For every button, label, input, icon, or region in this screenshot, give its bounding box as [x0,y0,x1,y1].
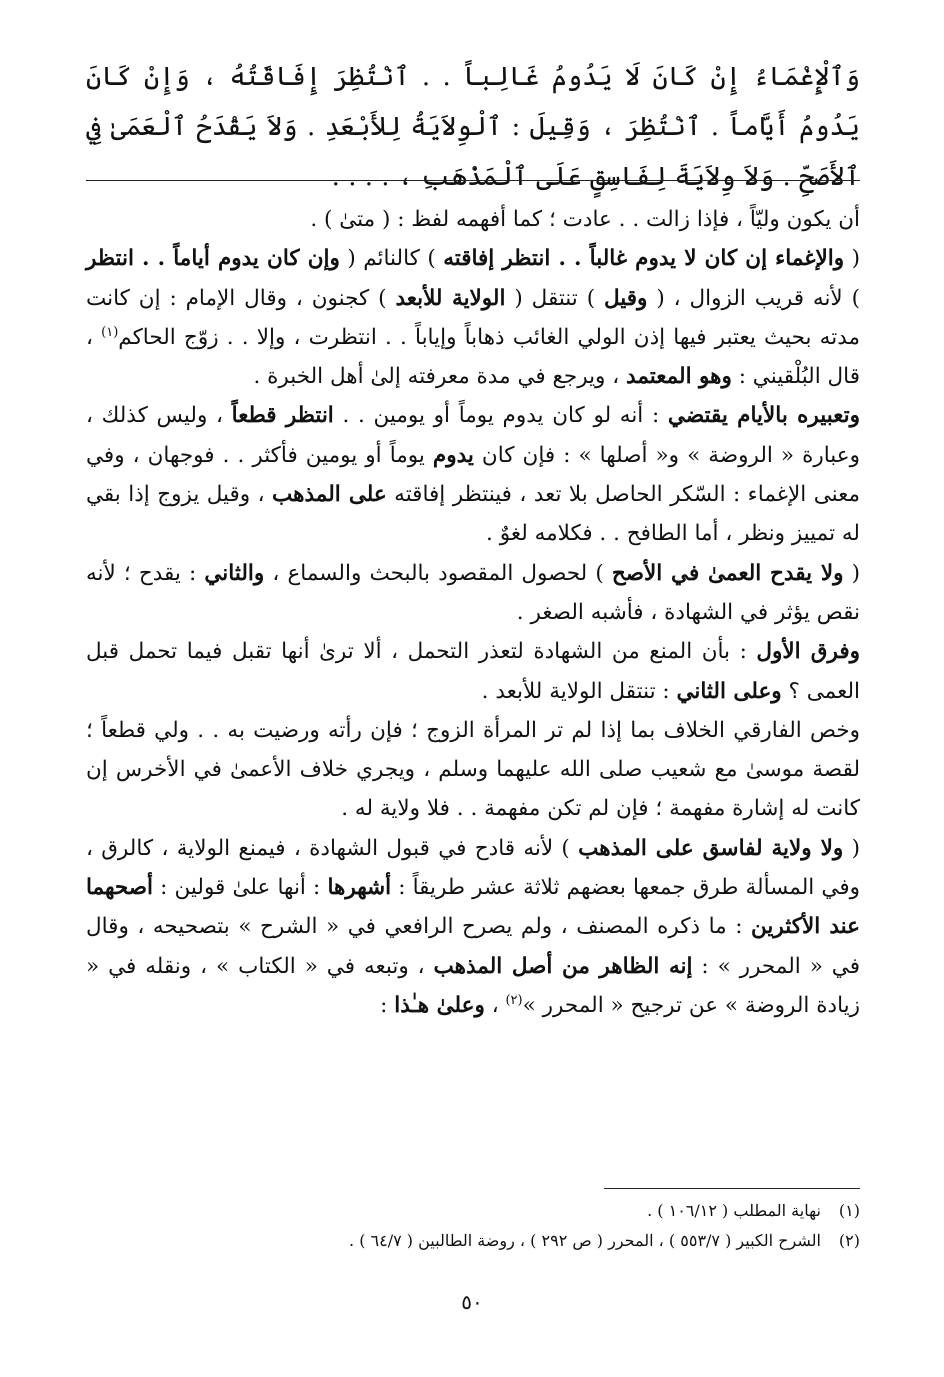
commentary-paragraph [86,632,860,711]
bold-phrase: الولاية للأبعد [395,285,506,311]
text-run: ، وتبعه في « الكتاب » ، ونقله في « زيادة الروضة » عن ترجيح « المحرر » [86,953,860,1018]
bold-phrase: وقيل [604,285,648,311]
text-run: : أنها علىٰ قولين : [153,875,328,901]
bold-phrase: على المذهب [272,482,387,508]
footnote-1 [86,1196,860,1226]
footnote-text: الشرح الكبير ( ٥٥٣/٧ ) ، المحرر ( ص ٢٩٢ ) ، روضة الطالبين ( ٦٤/٧ ) . [349,1231,821,1250]
commentary-paragraph [86,554,860,633]
text-run: ) لأنه قريب الزوال ، ( [647,285,860,311]
bold-phrase: انتظر قطعاً [231,403,334,429]
commentary-paragraph [86,200,860,239]
matn-separator-line [86,180,860,181]
bold-phrase: أشهرها [327,875,392,901]
text-run: ) تنتقل ( [505,285,604,311]
text-run: ) لحصول المقصود بالبحث والسماع ، [264,560,612,586]
text-run: : يقدح ؛ لأنه نقص يؤثر في الشهادة ، فأشبه الصغر . [86,560,860,625]
bold-phrase: وعلىٰ هـٰذا [394,992,485,1018]
commentary-text [86,200,860,1025]
text-run: ( [843,560,860,586]
text-run: ، وقيل يزوج إذا بقي له تمييز ونظر ، أما الطافح . . فكلامه لغوٌ . [86,482,860,547]
commentary-paragraph [86,829,860,1025]
commentary-paragraph [86,711,860,829]
bold-phrase: ولا ولاية لفاسق على المذهب [578,835,844,861]
bold-phrase: وفرق الأول [756,639,860,665]
bold-phrase: وعلى الثاني [676,678,782,704]
footnote-separator-line [604,1188,860,1189]
footnote-text: نهاية المطلب ( ١٠٦/١٢ ) . [647,1201,821,1220]
footnote-number: (١) [838,1201,860,1220]
text-run: : ما ذكره المصنف ، ولم يصرح الرافعي في « الشرح » بتصحيحه ، وقال في « المحرر » : [86,914,861,979]
text-run: ، ويرجع في مدة معرفته إلىٰ أهل الخبرة . [253,364,627,390]
footnote-number: (٢) [838,1231,860,1250]
text-run: : [380,992,395,1018]
text-run: ، قال البُلْقيني : [86,324,860,390]
footnote-2 [86,1226,860,1256]
bold-phrase: وإن كان يدوم أياماً . . انتظر [86,246,340,272]
text-run: ، [484,992,506,1018]
text-run: أن يكون وليّاً ، فإذا زالت . . عادت ؛ كما أفهمه لفظ : ( متىٰ ) . [310,207,860,232]
bold-phrase: والثاني [204,560,265,586]
text-run: : بأن المنع من الشهادة لتعذر التحمل ، ألا ترىٰ أنها تقبل فيما تحمل قبل العمى ؟ [86,639,860,704]
commentary-paragraph [86,396,860,553]
text-run: وخص الفارقي الخلاف بما إذا لم تر المرأة الزوج ؛ فإن رأته ورضيت به . . ولي قطعاً ؛ لقصة موسىٰ مع شعيب صلى الله عليهما وسلم ، ويجري خلاف الأعمىٰ في الأخرس إن كانت له إشارة مفهمة ؛ فإن لم تكن مفهمة . . فلا ولاية له . [86,717,860,822]
bold-phrase: أصحهما عند الأكثرين [86,875,860,940]
bold-phrase: وهو المعتمد [626,364,732,390]
text-run: يوماً أو يومين فأكثر . . فوجهان ، وفي معنى الإغماء : السّكر الحاصل بلا تعد ، فينتظر إفاقته [86,442,861,508]
bold-phrase: والإغماء إن كان لا يدوم غالباً . . انتظر إفاقته [443,246,845,272]
footnote-ref: (١) [101,324,119,340]
text-run: ) لأنه قادح في قبول الشهادة ، فيمنع الولاية ، كالرق ، وفي المسألة طرق جمعها بعضهم ثلاثة عشر طريقاً : [86,835,860,901]
page-number: ٥٠ [461,1290,483,1314]
bold-phrase: ولا يقدح العمىٰ في الأصح [611,560,844,586]
bold-phrase: يدوم [432,442,474,468]
text-run: ( [843,835,860,861]
text-run: ، وليس كذلك ، وعبارة « الروضة » و« أصلها » : فإن كان [86,403,860,468]
footnote-ref: (٢) [505,992,523,1008]
text-run: : تنتقل الولاية للأبعد . [481,678,677,704]
text-run: ) كالنائم ( [339,246,444,272]
text-run: : أنه لو كان يدوم يوماً أو يومين . . [333,403,668,429]
commentary-paragraph [86,239,860,396]
matn-paragraph: وَٱلْإِغْمَاءُ إِنْ كَانَ لَا يَدُومُ غَالِباً . . ٱنْتُظِرَ إِفَاقَتُهُ ، وَإِنْ كَانَ يَدُومُ أَيَّاماً . ٱنْتُظِرَ ، وَقِيلَ : ٱلْوِلاَيَةُ لِلأَبْعَدِ . وَلاَ يَقْدَحُ ٱلْعَمَىٰ فِي ٱلأَصَحِّ . وَلاَ وِلاَيَةَ لِفَاسِقٍ عَلَى ٱلْمَذْهَبِ ، . . . . [86,62,860,192]
bold-phrase: وتعبيره بالأيام يقتضي [667,403,860,429]
text-run: ( [844,246,860,272]
footnotes [86,1196,860,1256]
bold-phrase: إنه الظاهر من أصل المذهب [433,953,693,979]
text-run: ) كجنون ، وقال الإمام : إن كانت مدته بحيث يعتبر فيها إذن الولي الغائب ذهاباً وإياباً . . انتظرت ، وإلا . . زوّج الحاكم [86,285,860,350]
